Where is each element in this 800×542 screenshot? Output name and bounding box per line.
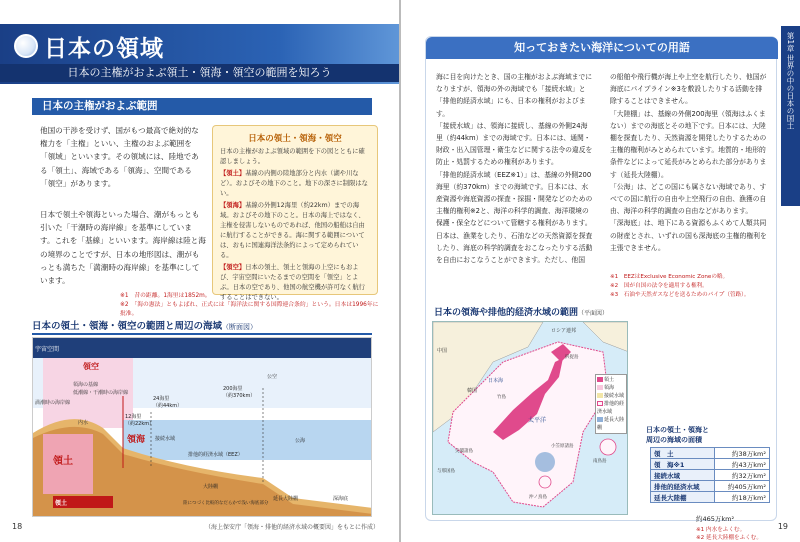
label-sea: 領海 bbox=[127, 435, 146, 445]
glossary-paragraph: 日本は、漁業をしたり、石油などの天然資源を探査したり、海底の科学的調査をおこなったりする活動を自由におこなうことができます。ただし、他国 bbox=[436, 231, 593, 265]
area-total: 約465万km² bbox=[696, 515, 735, 523]
label-russia: ロシア連邦 bbox=[551, 328, 577, 334]
map-title: 日本の領海や排他的経済水域の範囲（平面図） bbox=[434, 308, 609, 318]
area-table-title: 日本の領土・領海と 周辺の海域の面積 bbox=[646, 426, 709, 444]
label-shelf: 大陸棚 bbox=[203, 484, 219, 490]
table-row: 接続水域 約32万km² bbox=[651, 470, 770, 481]
label-ogasawara: 小笠原諸島 bbox=[551, 444, 574, 449]
glossary-paragraph: の船舶や飛行機が海上や上空を航行したり、他国が海底にパイプライン※3を敷設したりする活動を排除することはできません。 bbox=[610, 73, 767, 106]
glossary-column-right bbox=[610, 71, 768, 254]
glossary-panel bbox=[425, 36, 777, 541]
label-public-sea: 公海 bbox=[295, 438, 306, 444]
area-table bbox=[650, 447, 770, 503]
label-minamitori: 南鳥島 bbox=[593, 459, 607, 464]
legend-item: 排他的経済水域 bbox=[597, 401, 625, 415]
glossary-paragraph: 「接続水域」は、領海に接続し、基線の外側24海里（約44km）までの海域です。日本には、通関・財政・出入国管理・衛生などに関する法令の違反を防止・処罰するための権利があります。 bbox=[436, 121, 593, 167]
label-deep: 深海底 bbox=[333, 496, 349, 502]
legend-item: 接続水域 bbox=[597, 392, 625, 400]
diagram-title: 日本の領土・領海・領空の範囲と周辺の海域（断面図） bbox=[32, 318, 372, 335]
label-public-air: 公空 bbox=[267, 374, 278, 380]
chapter-side-label: 第1章 世界の中の日本の国土 bbox=[786, 32, 795, 130]
footnote: ※2 「海の憲法」ともよばれ、正式には「海洋法に関する国際連合条約」という。日本は1996年に批准。 bbox=[120, 302, 379, 317]
glossary-paragraph: 「深海底」は、地下にある資源もふくめて人類共同の財産とされ、いずれの国も深海底の主権的権利を主張できません。 bbox=[610, 219, 767, 252]
label-china: 中国 bbox=[437, 348, 448, 354]
label-territory-bar: 領土 bbox=[55, 500, 68, 507]
footnotes bbox=[120, 292, 382, 319]
cross-section-diagram bbox=[32, 337, 372, 517]
label-eez: 排他的経済水域（EEZ） bbox=[188, 452, 243, 458]
eez-map bbox=[432, 321, 628, 515]
source-credit: （海上保安庁「領海・排他的経済水域の概要図」をもとに作成） bbox=[204, 524, 379, 531]
table-row: 排他的経済水域 約405万km² bbox=[651, 481, 770, 492]
info-box-item: 【領空】日本の領土、領土と領海の上空にもおよび、宇宙空間にいたるまでの空間を「領空」とよぶ。日本の空であり、他国の航空機が許可なく航行することはできない。 bbox=[220, 264, 365, 301]
legend-item: 領海 bbox=[597, 384, 625, 392]
table-row: 領 土 約38万km² bbox=[651, 448, 770, 459]
label-etorofu: 択捉島 bbox=[565, 355, 579, 360]
table-row: 領 海※1 約43万km² bbox=[651, 459, 770, 470]
label-space: 宇宙空間 bbox=[35, 346, 60, 353]
body-paragraph-2: 日本で領土や領海といった場合、潮がもっとも引いた「干潮時の海岸線」を基準にしています。これを「基線」といいます。海岸線は陸と海の境界のことですが、日本の地形図は、潮がもっとも満ちた「満潮時の海岸線」を基準にしています。 bbox=[40, 210, 206, 286]
page-title: 日本の領域 bbox=[44, 36, 164, 62]
legend-item: 延長大陸棚 bbox=[597, 417, 625, 431]
label-baseline: 領海の基線 bbox=[73, 382, 99, 388]
map-legend bbox=[595, 374, 627, 434]
panel-footnotes bbox=[610, 273, 760, 300]
glossary-paragraph: 海に目を向けたとき、国の主権がおよぶ海域までになりますが、領海の外の海域でも「接続水域」と「排他的経済水域」にも、日本の権利がおよびます。 bbox=[436, 73, 593, 118]
page-subtitle: 日本の主権がおよぶ領土・領海・領空の範囲を知ろう bbox=[0, 64, 399, 82]
label-sea-of-japan: 日本海 bbox=[488, 378, 504, 384]
label-200nm: 200海里 bbox=[223, 386, 243, 392]
info-box-title: 日本の領土・領海・領空 bbox=[248, 134, 342, 144]
info-box bbox=[212, 125, 378, 301]
label-yonaguni: 与那国島 bbox=[437, 469, 455, 474]
label-370km: （約370km） bbox=[223, 393, 256, 399]
glossary-paragraph: 「大陸棚」は、基線の外側200海里（領海はふくまない）までの海底とその地下です。日本には、大陸棚を探査したり、天然資源を開発したりするための主権的権利がみとめられています。地質的・地形的条件などによって延長がみとめられた部分があります（延長大陸棚）。 bbox=[610, 109, 767, 179]
left-page bbox=[0, 0, 399, 542]
label-12nm: 12海里 bbox=[125, 414, 142, 420]
panel-title: 知っておきたい海洋についての用語 bbox=[426, 37, 778, 59]
section-heading: 日本の主権がおよぶ範囲 bbox=[32, 98, 372, 115]
label-land: 領土 bbox=[53, 456, 73, 467]
glossary-paragraph: 「公海」は、どこの国にも属さない海域であり、すべての国に航行の自由や上空飛行の自由、漁獲の自由、海洋の科学的調査の自由などがあります。 bbox=[610, 182, 767, 216]
glossary-paragraph: 「排他的経済水域（EEZ※1）」は、基線の外側200海里（約370km）までの海域です。日本には、水産資源や海底資源の探査・採掘・開発などのための主権的権利※2と、海洋の科学的調査、海洋環境の保護・保全などについて管轄する権利があります。 bbox=[436, 170, 593, 228]
page-number: 19 bbox=[777, 522, 788, 531]
label-airspace: 領空 bbox=[83, 362, 99, 371]
label-low-tide: 低潮線・干潮時の海岸線 bbox=[73, 390, 129, 396]
footnote: ※3 石油や天然ガスなどを送るためのパイプ（管路）。 bbox=[610, 292, 750, 298]
label-high-tide: 満潮時の海岸線 bbox=[35, 400, 71, 406]
body-paragraph-1: 他国の干渉を受けず、国がもつ最高で絶対的な権力を「主権」といい、主権のおよぶ範囲を「領域」といいます。その領域には、陸地である「領土」、海域である「領海」、空間である「領空」があります。 bbox=[40, 126, 199, 188]
footnote: ※1 EEZはExclusive Economic Zoneの略。 bbox=[610, 274, 729, 280]
label-korea: 韓国 bbox=[467, 388, 478, 394]
label-24nm: 24海里 bbox=[153, 396, 170, 402]
label-okinotori: 沖ノ鳥島 bbox=[529, 495, 547, 500]
label-internal: 内水 bbox=[78, 420, 89, 426]
label-44km: （約44km） bbox=[153, 403, 183, 409]
info-box-intro: 日本の主権がおよぶ領域の範囲を下の図とともに確認しましょう。 bbox=[220, 148, 365, 165]
page-number: 18 bbox=[12, 522, 23, 531]
glossary-column-left bbox=[436, 71, 594, 266]
label-ext-shelf: 延長大陸棚 bbox=[273, 496, 299, 502]
footnote: ※2 国が自国の法令を適用する権利。 bbox=[610, 283, 708, 289]
label-shelf-note: 陸につづく比較的なだらかで浅い海底部分 bbox=[183, 501, 269, 506]
footnote: ※1 昔の距離。1海里は1852m。 bbox=[120, 293, 211, 299]
right-page bbox=[401, 0, 800, 542]
info-box-item: 【領海】基線の外側12海里（約22km）までの海域。およびその地下のこと。日本の海上ではなく、主権を侵害しないものであれば、他国の船舶は自由に航行することができる。海に関する範囲については、おもに国連海洋法条約によって定められている。 bbox=[220, 202, 365, 259]
table-row: 延長大陸棚 約18万km² bbox=[651, 492, 770, 503]
label-22km: （約22km） bbox=[125, 421, 155, 427]
legend-item: 領土 bbox=[597, 376, 625, 384]
label-senkaku: 尖閣諸島 bbox=[455, 449, 473, 454]
globe-icon bbox=[14, 34, 38, 58]
label-takeshima: 竹島 bbox=[497, 395, 506, 400]
info-box-item: 【領土】基線の内側の陸地部分と内水（湖や川など）。およびその地下のこと。地下の深さに制限はない。 bbox=[220, 170, 368, 197]
label-contiguous: 接続水域 bbox=[155, 436, 176, 442]
table-notes: ※1 内水をふくむ。 ※2 延長大陸棚をふくむ。 bbox=[696, 527, 762, 541]
label-pacific: 太平洋 bbox=[528, 417, 547, 424]
